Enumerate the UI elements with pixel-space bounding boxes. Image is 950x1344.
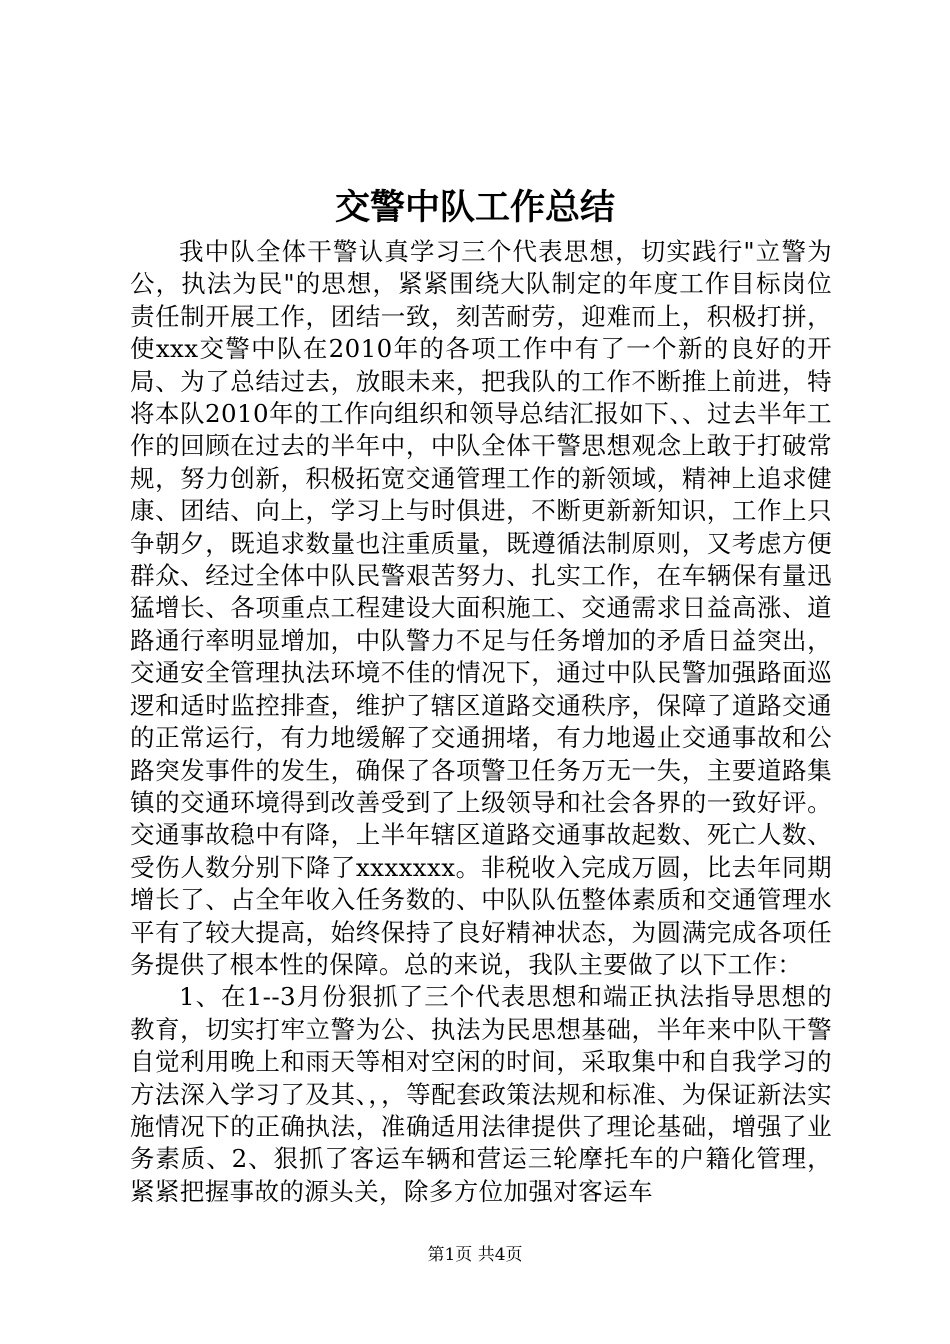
paragraph-1: 我中队全体干警认真学习三个代表思想，切实践行"立警为公，执法为民"的思想，紧紧围绕大队制定的年度工作目标岗位责任制开展工作，团结一致，刻苦耐劳，迎难而上，积极打拼，使xxx交警中队在2010年的各项工作中有了一个新的良好的开局、为了总结过去，放眼未来，把我队的工作不断推上前进，特将本队2010年的工作向组织和领导总结汇报如下、、过去半年工作的回顾在过去的半年中，中队全体干警思想观念上敢于打破常规，努力创新，积极拓宽交通管理工作的新领域，精神上追求健康、团结、向上，学习上与时俱进，不断更新新知识，工作上只争朝夕，既追求数量也注重质量，既遵循法制原则，又考虑方便群众、经过全体中队民警艰苦努力、扎实工作，在车辆保有量迅猛增长、各项重点工程建设大面积施工、交通需求日益高涨、道路通行率明显增加，中队警力不足与任务增加的矛盾日益突出，交通安全管理执法环境不佳的情况下，通过中队民警加强路面巡逻和适时监控排查，维护了辖区道路交通秩序，保障了道路交通的正常运行，有力地缓解了交通拥堵，有力地遏止交通事故和公路突发事件的发生，确保了各项警卫任务万无一失，主要道路集镇的交通环境得到改善受到了上级领导和社会各界的一致好评。交通事故稳中有降，上半年辖区道路交通事故起数、死亡人数、受伤人数分别下降了xxxxxxx。非税收入完成万圆，比去年同期增长了、占全年收入任务数的、中队队伍整体素质和交通管理水平有了较大提高，始终保持了良好精神状态，为圆满完成各项任务提供了根本性的保障。总的来说，我队主要做了以下工作： [130,237,832,979]
document-title: 交警中队工作总结 [334,187,615,228]
document-body [130,236,832,1208]
page-number-footer: 第1页 共4页 [427,1245,523,1265]
paragraph-2: 1、在1--3月份狠抓了三个代表思想和端正执法指导思想的教育，切实打牢立警为公、执法为民思想基础，半年来中队干警自觉利用晚上和雨天等相对空闲的时间，采取集中和自我学习的方法深入学习了及其、，，等配套政策法规和标准、为保证新法实施情况下的正确执法，准确适用法律提供了理论基础，增强了业务素质、2、狠抓了客运车辆和营运三轮摩托车的户籍化管理，紧紧把握事故的源头关，除多方位加强对客运车 [130,982,832,1206]
